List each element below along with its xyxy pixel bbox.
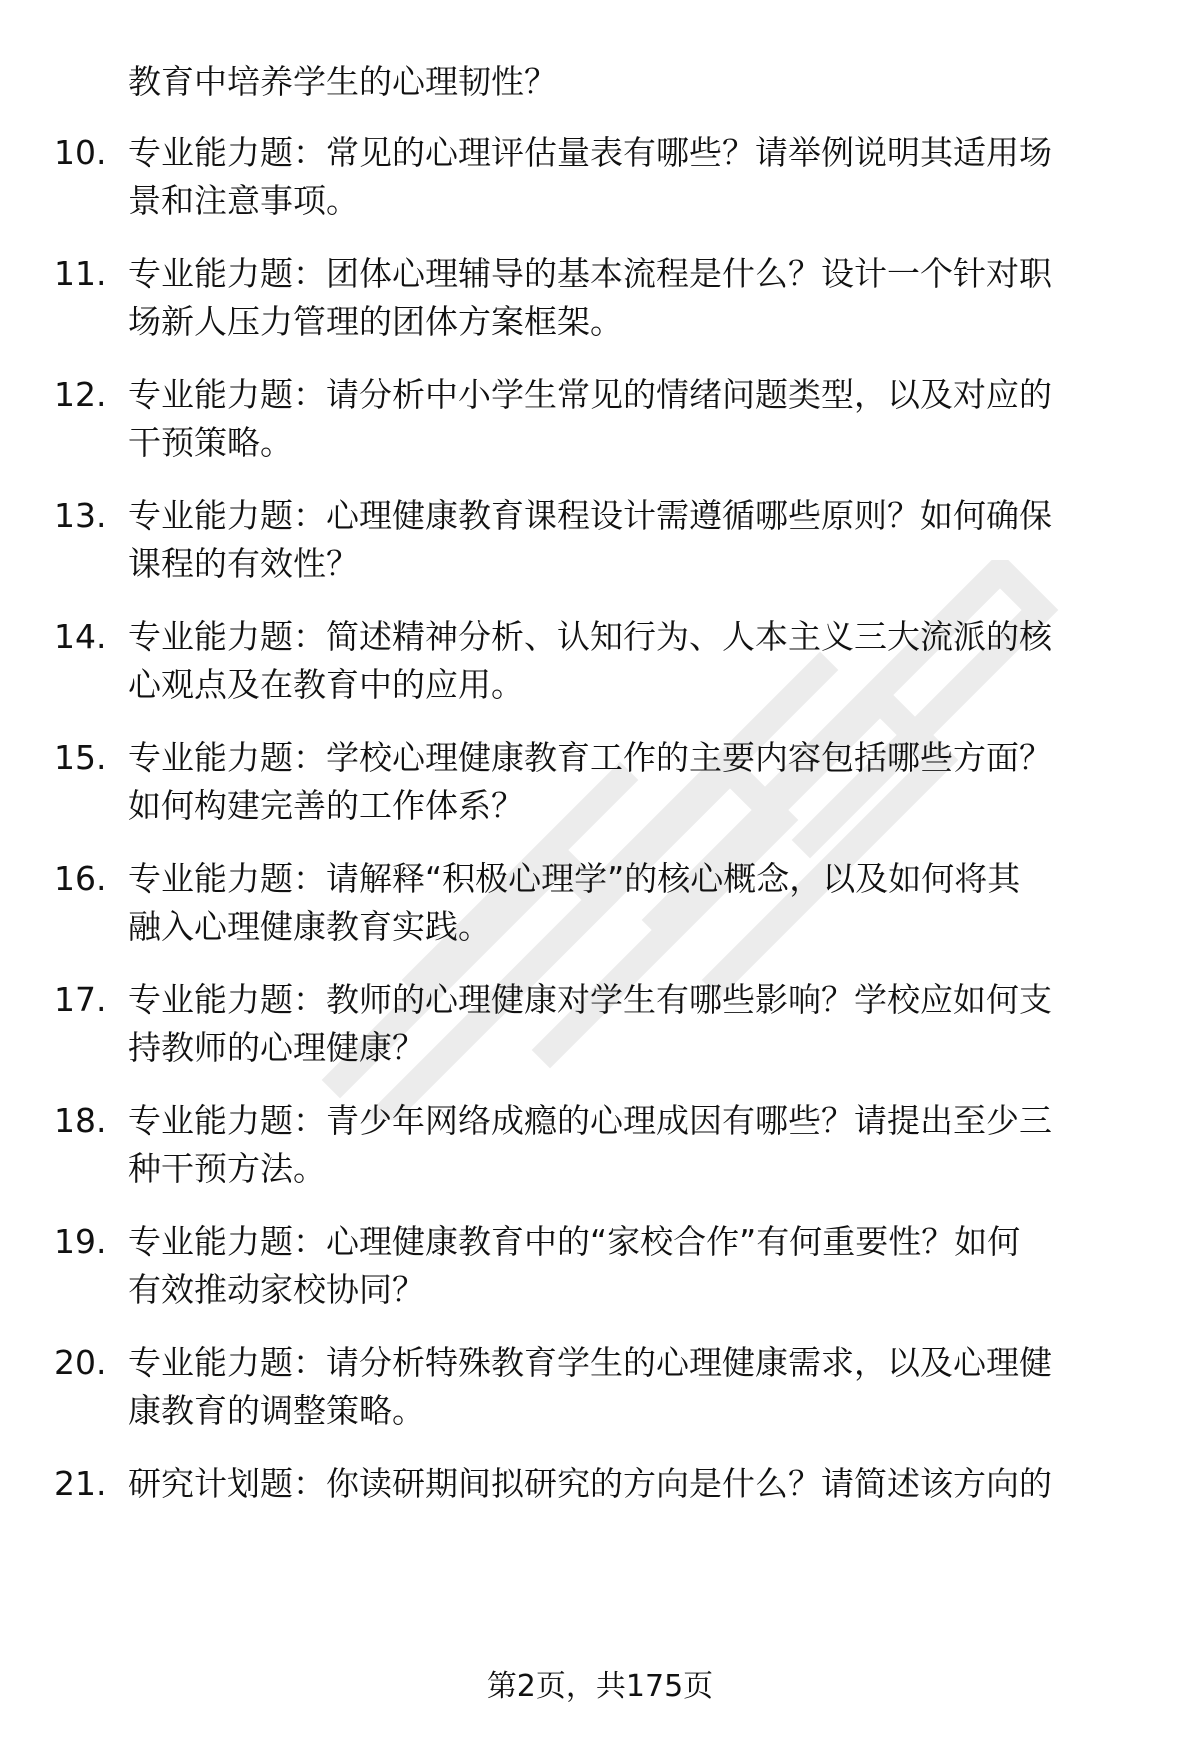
question-item <box>0 976 1200 1076</box>
question-text-line: 专业能力题：请解释“积极心理学”的核心概念，以及如何将其 <box>128 859 1021 898</box>
question-item <box>0 371 1200 471</box>
question-text-line: 专业能力题：教师的心理健康对学生有哪些影响？学校应如何支 <box>128 980 1052 1019</box>
question-number: 14. <box>54 617 107 656</box>
question-item <box>0 1097 1200 1197</box>
question-text-line: 专业能力题：团体心理辅导的基本流程是什么？设计一个针对职 <box>128 254 1052 293</box>
question-item <box>0 1339 1200 1439</box>
question-text-line: 场新人压力管理的团体方案框架。 <box>128 302 623 341</box>
continuation-line: 教育中培养学生的心理韧性？ <box>128 62 557 101</box>
question-text <box>128 734 1138 830</box>
question-item <box>0 613 1200 713</box>
question-number: 19. <box>54 1222 107 1261</box>
question-text-line: 专业能力题：常见的心理评估量表有哪些？请举例说明其适用场 <box>128 133 1052 172</box>
question-item <box>0 492 1200 592</box>
question-text-line: 专业能力题：心理健康教育课程设计需遵循哪些原则？如何确保 <box>128 496 1052 535</box>
question-text <box>128 250 1138 346</box>
question-text-line: 专业能力题：学校心理健康教育工作的主要内容包括哪些方面？ <box>128 738 1052 777</box>
question-text-line: 专业能力题：请分析中小学生常见的情绪问题类型，以及对应的 <box>128 375 1052 414</box>
question-item <box>0 250 1200 350</box>
question-text <box>128 371 1138 467</box>
question-text-line: 心观点及在教育中的应用。 <box>128 665 524 704</box>
question-number: 15. <box>54 738 107 777</box>
question-text <box>128 1218 1138 1314</box>
question-number: 18. <box>54 1101 107 1140</box>
question-text-line: 景和注意事项。 <box>128 181 359 220</box>
question-item <box>0 1218 1200 1318</box>
question-text <box>128 976 1138 1072</box>
question-number: 12. <box>54 375 107 414</box>
question-text-line: 专业能力题：心理健康教育中的“家校合作”有何重要性？如何 <box>128 1222 1021 1261</box>
question-item <box>0 855 1200 955</box>
question-text-line: 专业能力题：简述精神分析、认知行为、人本主义三大流派的核 <box>128 617 1052 656</box>
question-text-line: 课程的有效性？ <box>128 544 359 583</box>
question-text-line: 融入心理健康教育实践。 <box>128 907 491 946</box>
question-number: 13. <box>54 496 107 535</box>
question-number: 17. <box>54 980 107 1019</box>
question-text-line: 有效推动家校协同？ <box>128 1270 425 1309</box>
question-number: 21. <box>54 1464 107 1503</box>
question-text-line: 种干预方法。 <box>128 1149 326 1188</box>
question-number: 20. <box>54 1343 107 1382</box>
question-text-line: 干预策略。 <box>128 423 293 462</box>
question-text <box>128 1460 1138 1508</box>
page-footer: 第2页，共175页 <box>486 1669 714 1704</box>
question-text <box>128 1339 1138 1435</box>
question-text-line: 专业能力题：请分析特殊教育学生的心理健康需求，以及心理健 <box>128 1343 1052 1382</box>
question-text <box>128 613 1138 709</box>
question-text-line: 专业能力题：青少年网络成瘾的心理成因有哪些？请提出至少三 <box>128 1101 1052 1140</box>
question-number: 10. <box>54 133 107 172</box>
question-text-line: 研究计划题：你读研期间拟研究的方向是什么？请简述该方向的 <box>128 1464 1052 1503</box>
question-text <box>128 129 1138 225</box>
question-number: 11. <box>54 254 107 293</box>
question-text <box>128 492 1138 588</box>
question-text-line: 如何构建完善的工作体系？ <box>128 786 524 825</box>
question-item <box>0 1460 1200 1560</box>
question-text-line: 康教育的调整策略。 <box>128 1391 425 1430</box>
question-item <box>0 734 1200 834</box>
question-number: 16. <box>54 859 107 898</box>
question-text <box>128 1097 1138 1193</box>
question-text <box>128 855 1138 951</box>
question-text-line: 持教师的心理健康？ <box>128 1028 425 1067</box>
question-item <box>0 129 1200 229</box>
